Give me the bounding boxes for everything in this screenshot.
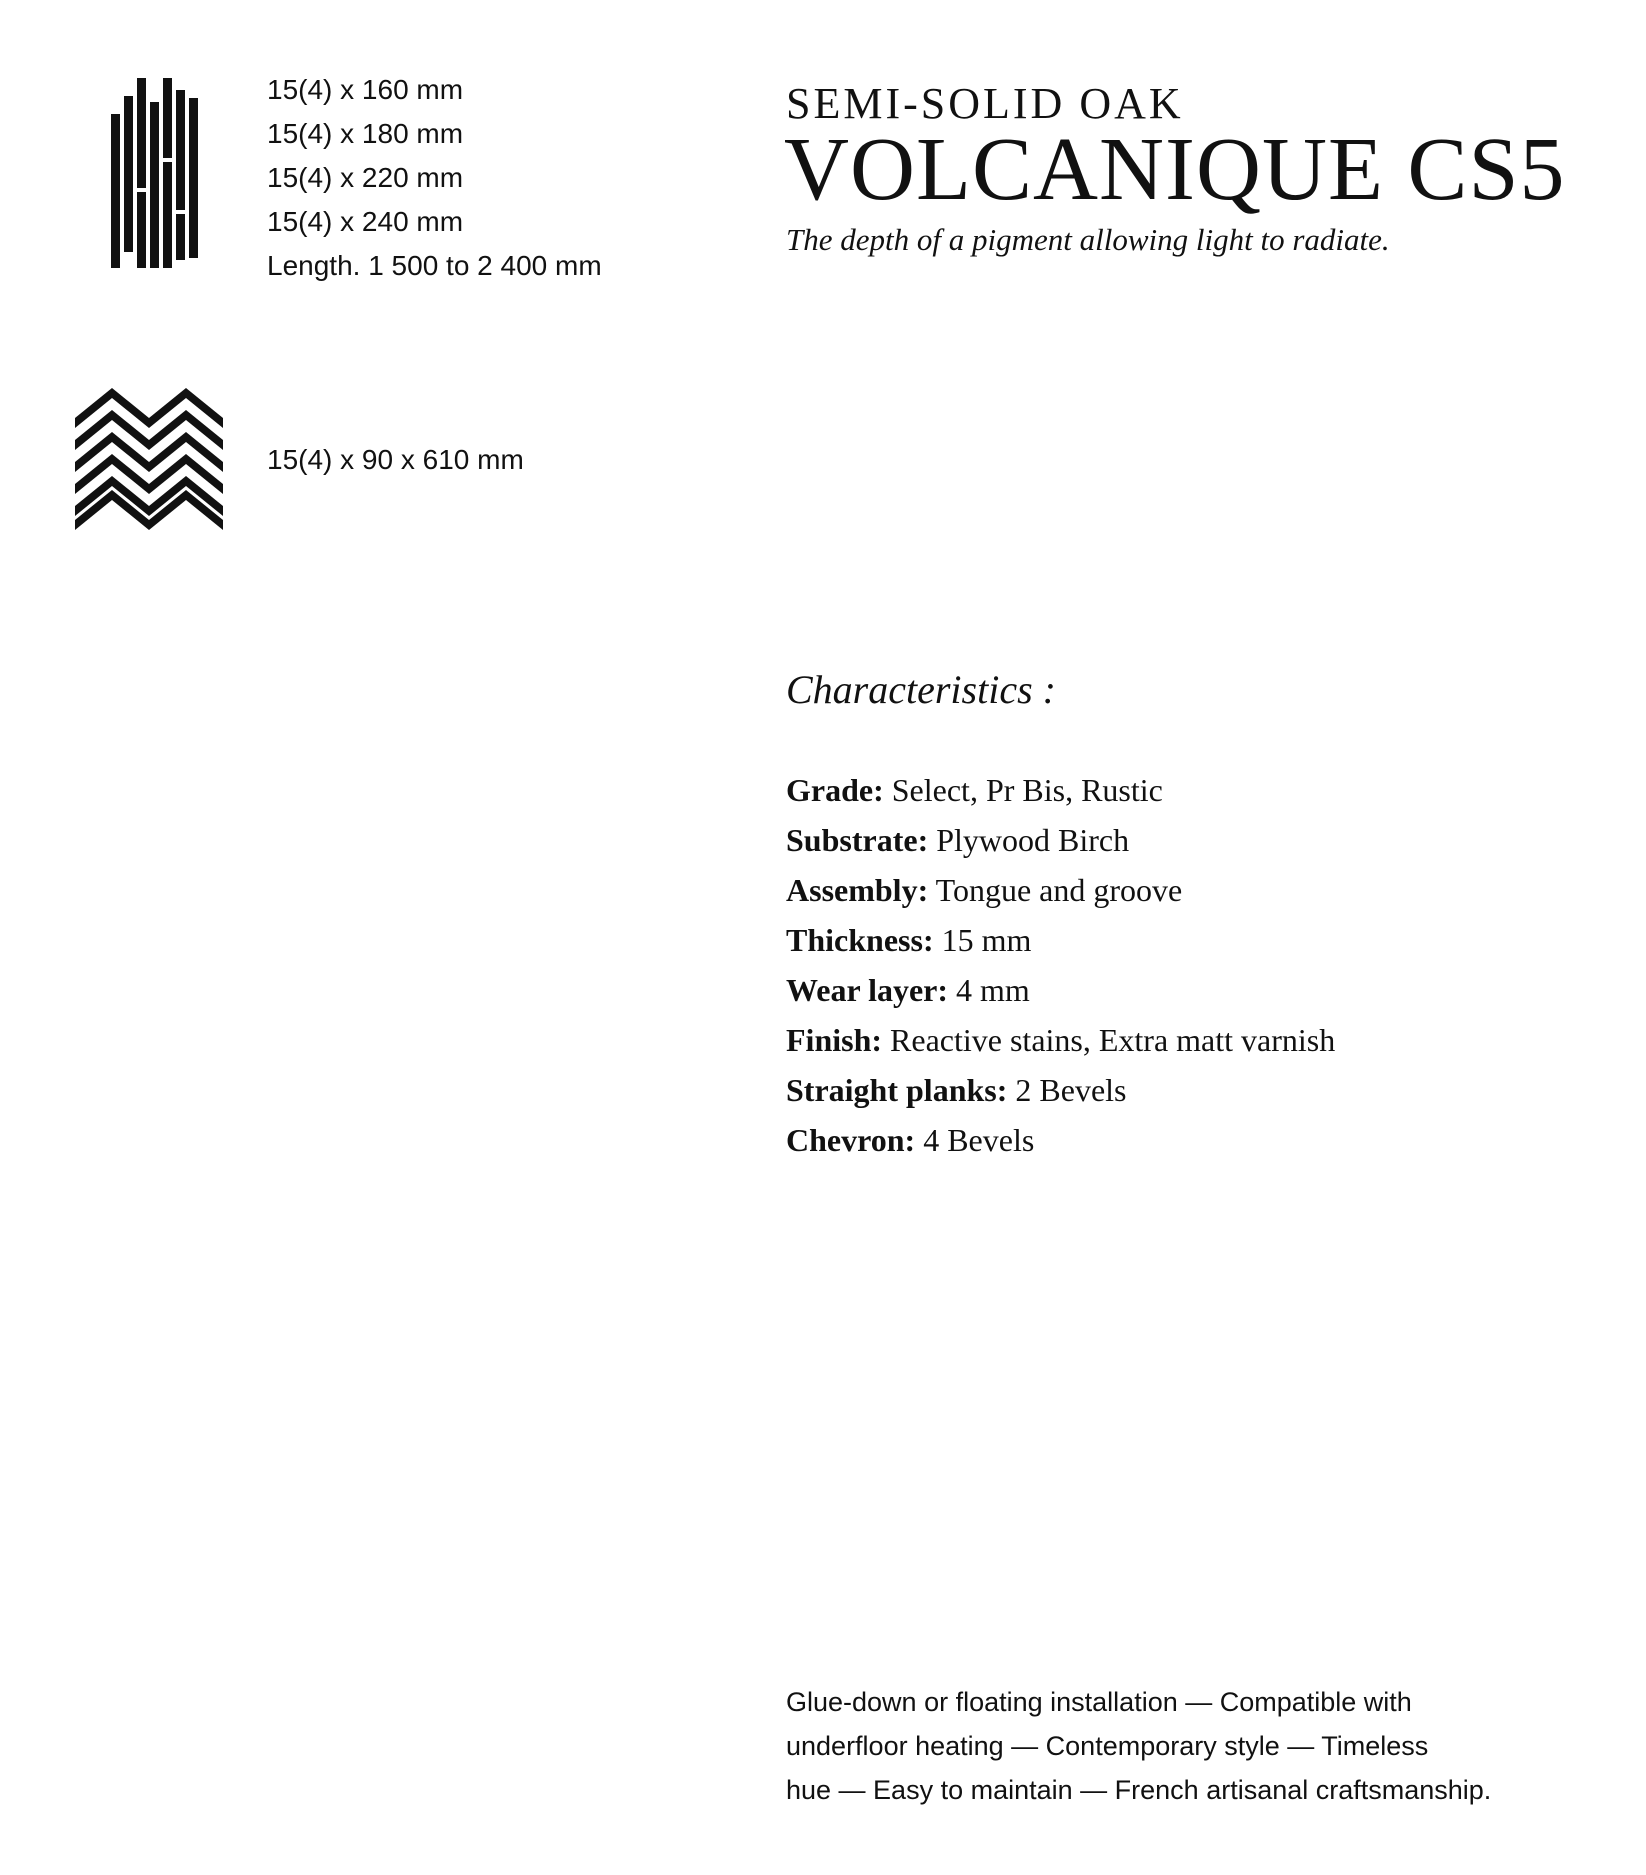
- characteristic-row: [786, 1115, 1335, 1165]
- characteristics-heading: Characteristics :: [786, 667, 1056, 712]
- characteristic-label: Assembly:: [786, 872, 929, 908]
- product-category: SEMI-SOLID OAK: [786, 79, 1184, 128]
- characteristic-row: [786, 865, 1335, 915]
- description-line: Glue-down or floating installation — Compatible with: [786, 1687, 1412, 1717]
- characteristic-row: [786, 765, 1335, 815]
- characteristic-label: Wear layer:: [786, 972, 949, 1008]
- characteristic-row: [786, 915, 1335, 965]
- characteristic-row: [786, 815, 1335, 865]
- characteristic-value: 4 Bevels: [923, 1122, 1035, 1158]
- plank-size: 15(4) x 240 mm: [267, 206, 464, 237]
- product-description: [786, 1680, 1546, 1812]
- characteristic-label: Thickness:: [786, 922, 934, 958]
- chevron-size: 15(4) x 90 x 610 mm: [267, 444, 524, 475]
- straight-planks-sizes: [267, 68, 602, 288]
- plank-size: 15(4) x 180 mm: [267, 118, 464, 149]
- characteristic-value: 2 Bevels: [1015, 1072, 1127, 1108]
- plank-size: 15(4) x 220 mm: [267, 162, 464, 193]
- characteristics-list: [786, 765, 1335, 1165]
- characteristic-value: 15 mm: [941, 922, 1032, 958]
- description-line: underfloor heating — Contemporary style — Timeless: [786, 1731, 1429, 1761]
- characteristic-value: 4 mm: [956, 972, 1030, 1008]
- characteristic-label: Straight planks:: [786, 1072, 1008, 1108]
- characteristic-label: Chevron:: [786, 1122, 916, 1158]
- characteristic-value: Tongue and groove: [935, 872, 1183, 908]
- characteristic-label: Finish:: [786, 1022, 883, 1058]
- characteristic-value: Select, Pr Bis, Rustic: [891, 772, 1163, 808]
- product-title: VOLCANIQUE CS5: [784, 120, 1566, 219]
- plank-length: Length. 1 500 to 2 400 mm: [267, 250, 602, 281]
- straight-planks-icon: [105, 78, 201, 268]
- characteristic-label: Substrate:: [786, 822, 929, 858]
- characteristic-value: Plywood Birch: [936, 822, 1130, 858]
- product-tagline: The depth of a pigment allowing light to radiate.: [786, 222, 1390, 257]
- characteristic-row: [786, 965, 1335, 1015]
- characteristic-row: [786, 1015, 1335, 1065]
- characteristic-row: [786, 1065, 1335, 1115]
- characteristic-label: Grade:: [786, 772, 884, 808]
- characteristic-value: Reactive stains, Extra matt varnish: [890, 1022, 1336, 1058]
- description-line: hue — Easy to maintain — French artisanal craftsmanship.: [786, 1775, 1492, 1805]
- chevron-pattern-icon: [75, 388, 223, 530]
- plank-size: 15(4) x 160 mm: [267, 74, 464, 105]
